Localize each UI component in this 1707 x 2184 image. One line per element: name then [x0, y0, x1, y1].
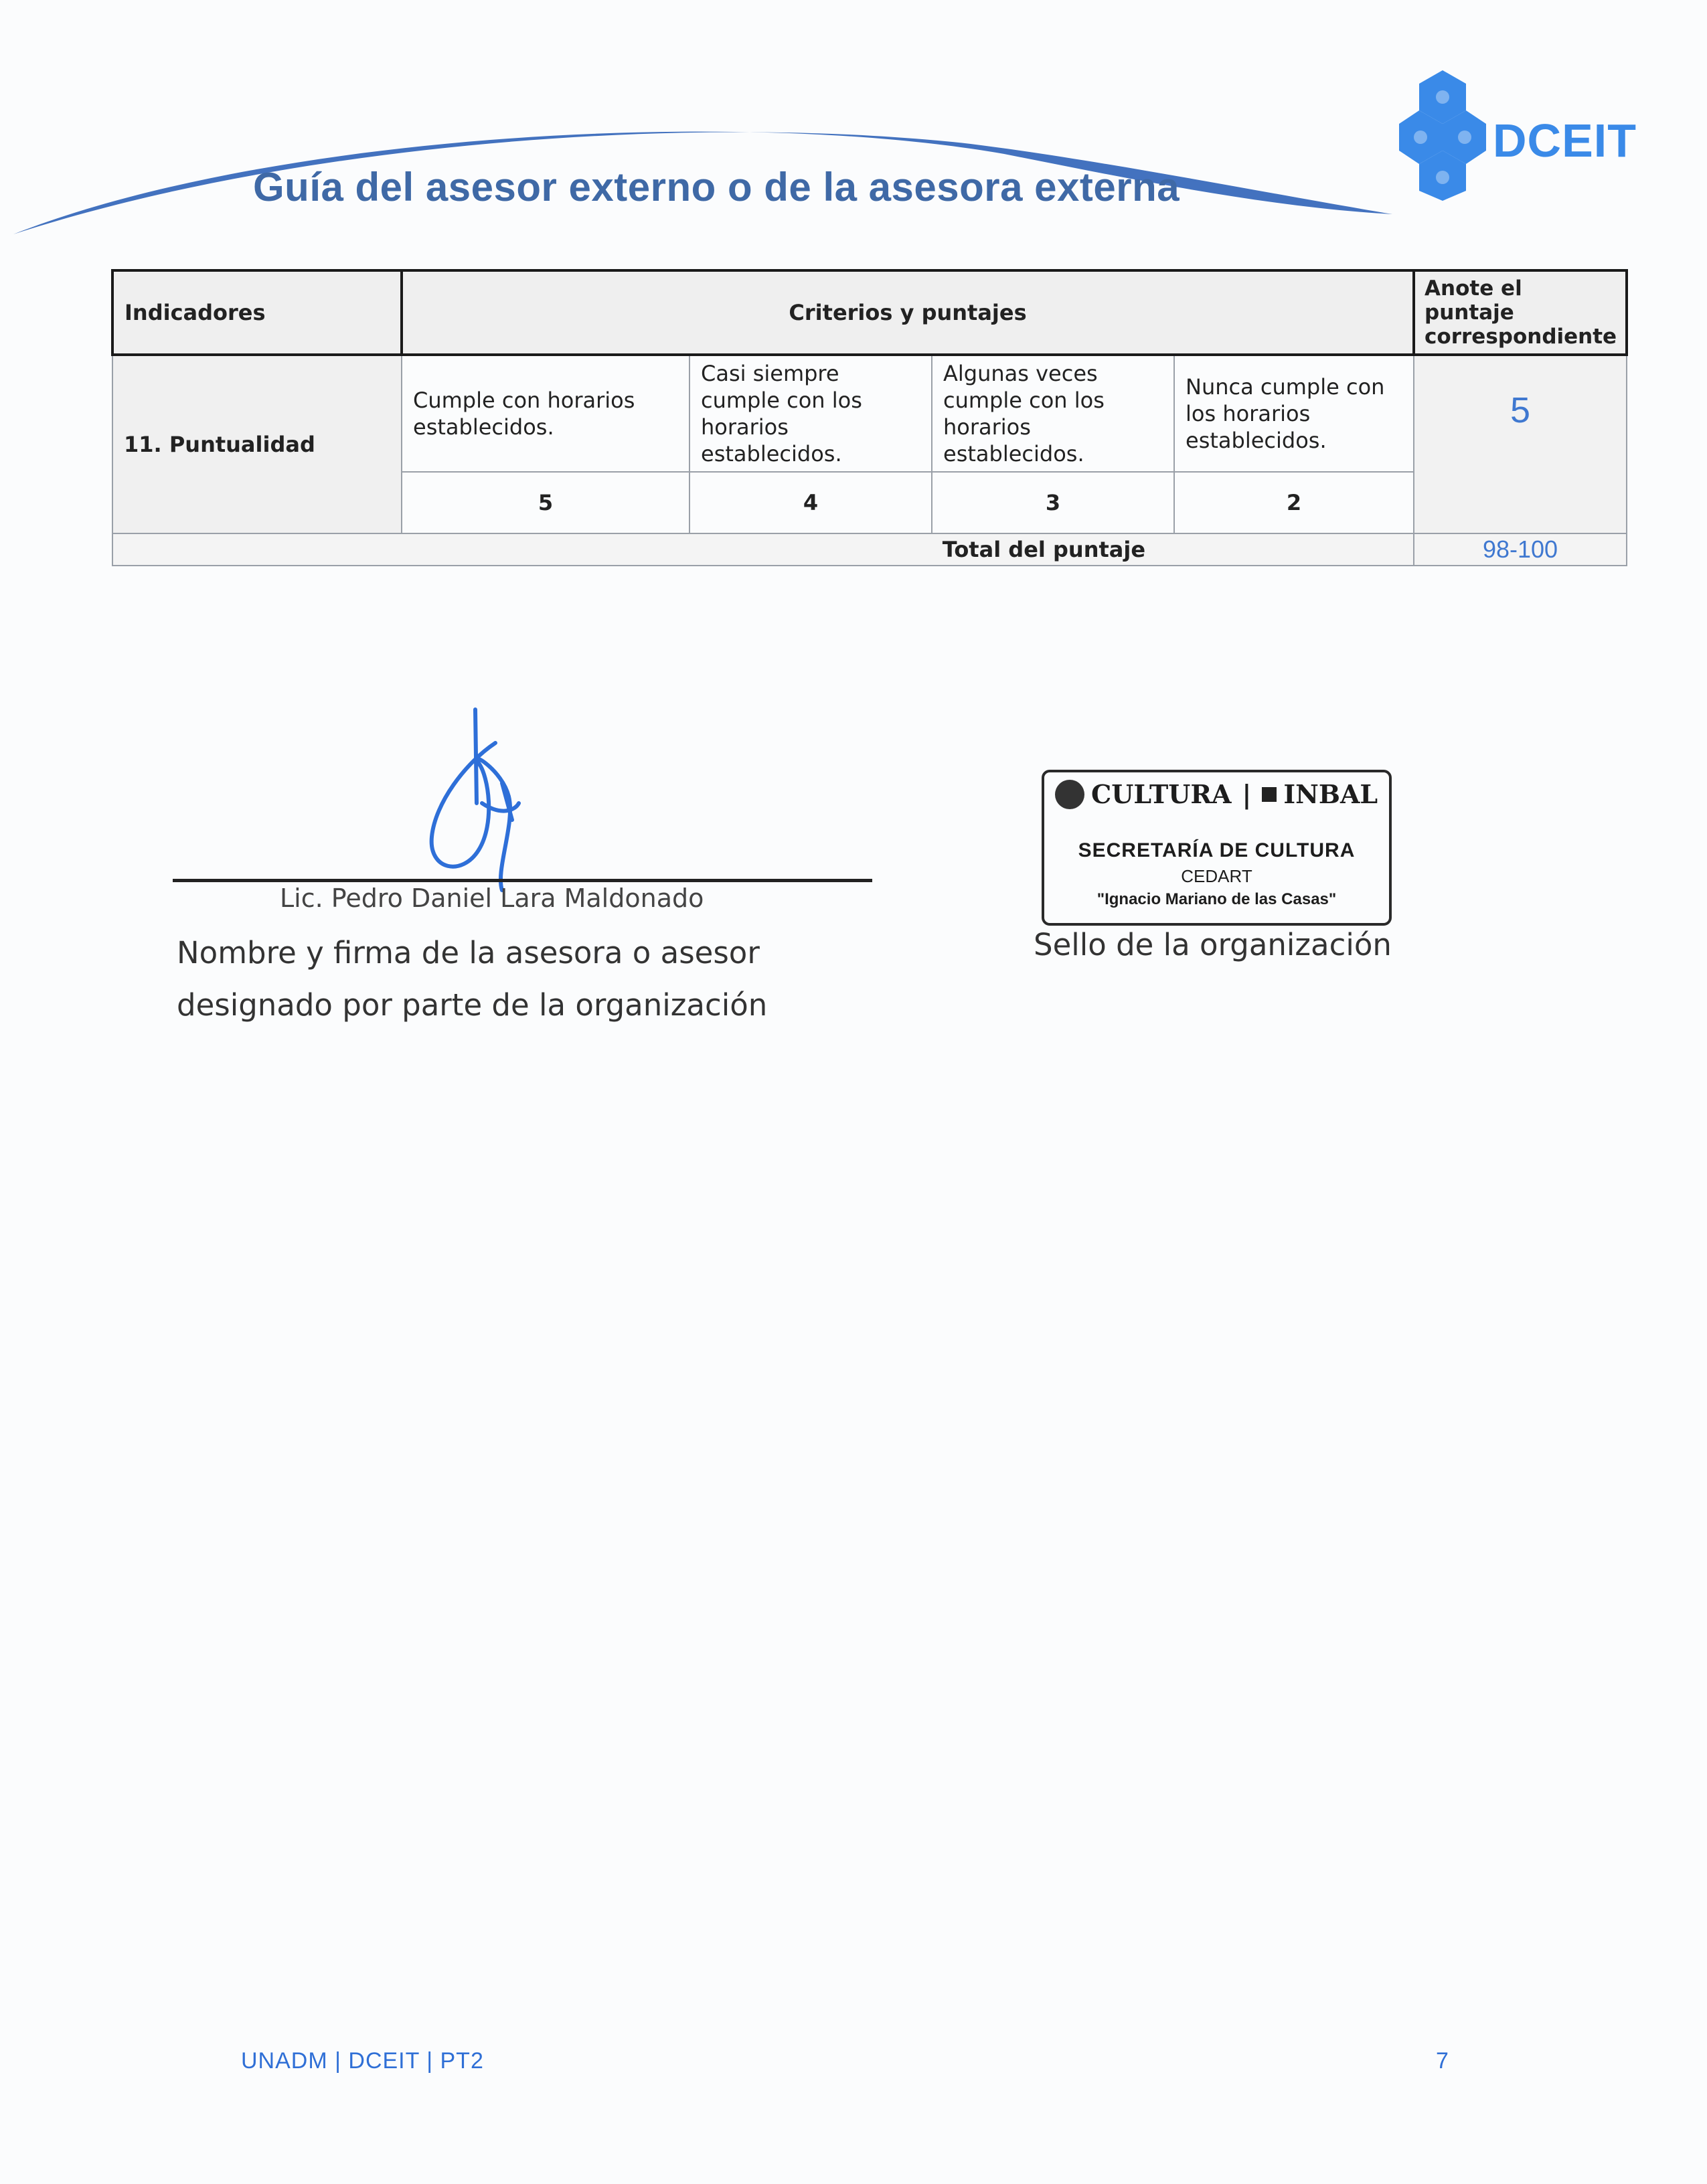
dceit-logo-icon [1399, 67, 1486, 201]
table-row [112, 355, 1627, 472]
signature-line [173, 879, 872, 882]
stamp-cultura: CULTURA [1091, 779, 1232, 809]
criterion-points: 3 [932, 472, 1174, 533]
criterion-cell: Cumple con horarios establecidos. [402, 355, 689, 472]
logo-text: DCEIT [1493, 114, 1637, 167]
evaluation-table [111, 269, 1628, 566]
stamp-caption: Sello de la organización [1034, 927, 1392, 962]
header-indicators: Indicadores [112, 270, 402, 355]
stamp-secretaria: SECRETARÍA DE CULTURA [1078, 839, 1356, 861]
advisor-name: Lic. Pedro Daniel Lara Maldonado [280, 884, 704, 913]
inbal-square-icon [1262, 787, 1277, 802]
signature-caption-line: Nombre y firma de la asesora o asesor [177, 935, 760, 971]
seal-icon [1055, 780, 1084, 809]
page-number: 7 [1436, 2048, 1449, 2074]
total-value: 98-100 [1414, 533, 1627, 566]
stamp-inbal: INBAL [1283, 779, 1378, 809]
page-title: Guía del asesor externo o de la asesora externa [253, 165, 1180, 209]
total-label: Total del puntaje [112, 533, 1414, 566]
indicator-cell: 11. Puntualidad [112, 355, 402, 533]
header-criteria: Criterios y puntajes [402, 270, 1414, 355]
table-total-row [112, 533, 1627, 566]
criterion-points: 4 [689, 472, 932, 533]
criterion-points: 2 [1174, 472, 1414, 533]
criterion-cell: Nunca cumple con los horarios establecidos. [1174, 355, 1414, 472]
score-value: 5 [1414, 355, 1627, 533]
signature-caption [177, 927, 767, 1031]
criterion-points: 5 [402, 472, 689, 533]
stamp-school-name: "Ignacio Mariano de las Casas" [1096, 890, 1337, 908]
handwritten-signature [402, 703, 549, 897]
stamp-header [1055, 779, 1378, 809]
signature-caption-line: designado por parte de la organización [177, 987, 768, 1023]
stamp-cedart: CEDART [1181, 866, 1252, 886]
stamp-separator: | [1242, 779, 1252, 809]
header-score: Anote el puntaje correspondiente [1414, 270, 1627, 355]
criterion-cell: Algunas veces cumple con los horarios establecidos. [932, 355, 1174, 472]
criterion-cell: Casi siempre cumple con los horarios establecidos. [689, 355, 932, 472]
footer-label: UNADM | DCEIT | PT2 [241, 2048, 484, 2074]
table-header-row [112, 270, 1627, 355]
organization-stamp [1042, 770, 1392, 926]
